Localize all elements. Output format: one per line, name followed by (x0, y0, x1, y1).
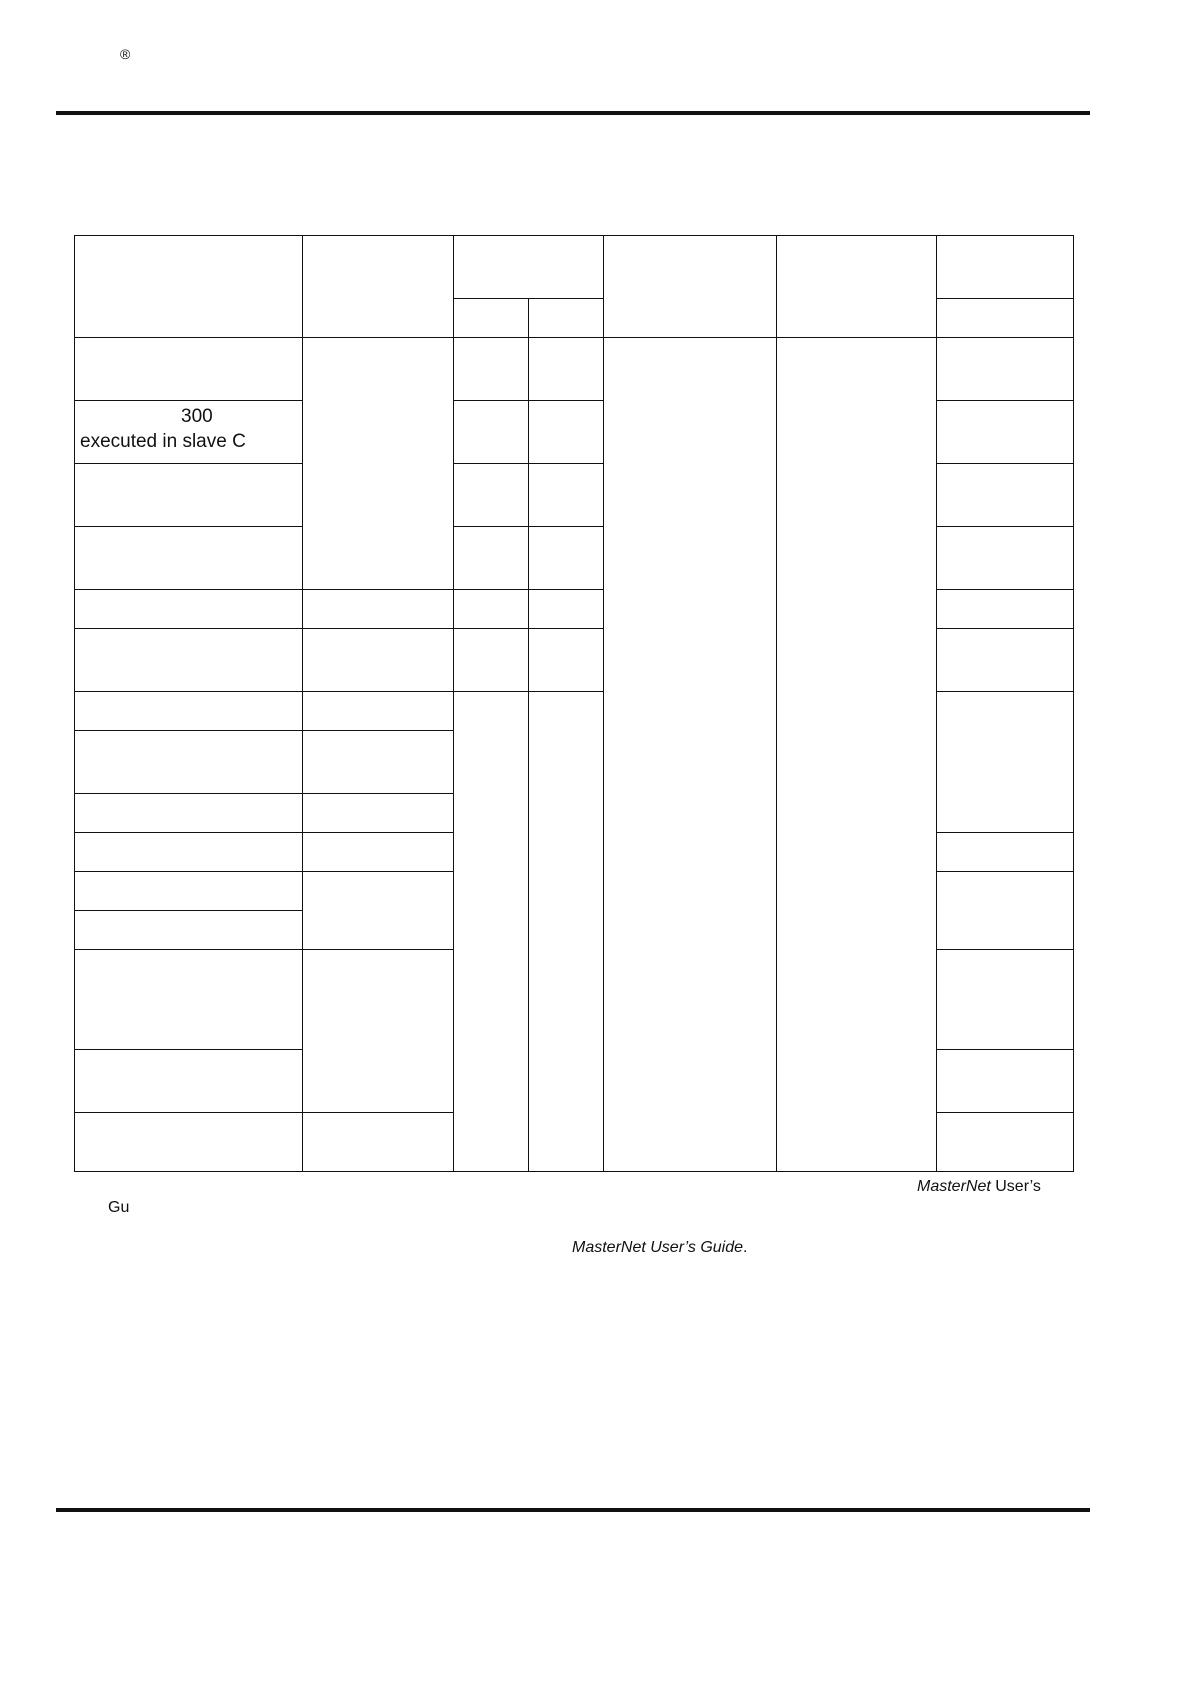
header-cell-col5 (776, 235, 937, 338)
table-cell (74, 832, 303, 872)
footnote-text-1: User’s (990, 1178, 1041, 1195)
table-cell (302, 628, 454, 692)
table-cell (603, 337, 777, 1172)
table-cell (74, 337, 303, 401)
table-cell (74, 1112, 303, 1172)
header-cell-col2 (302, 235, 454, 338)
table-cell (74, 463, 303, 527)
table-cell (936, 526, 1074, 590)
table-cell (453, 463, 529, 527)
table-cell (74, 628, 303, 692)
table-cell (936, 1049, 1074, 1113)
table-cell (302, 730, 454, 794)
footer-rule (56, 1508, 1090, 1512)
table-cell (528, 337, 604, 401)
table-cell (528, 691, 604, 1172)
header-cell-col3b (528, 298, 604, 338)
footnote-line-1 (917, 1178, 1041, 1196)
table-cell (936, 832, 1074, 872)
table-cell (528, 400, 604, 464)
table-cell (302, 793, 454, 833)
table-cell (936, 400, 1074, 464)
table-cell (528, 589, 604, 629)
table-cell (302, 691, 454, 731)
table-cell (453, 526, 529, 590)
table-cell (74, 910, 303, 950)
table-cell (453, 400, 529, 464)
table-cell (453, 589, 529, 629)
footnote-text-2: . (743, 1239, 748, 1256)
table-cell (302, 589, 454, 629)
table-cell (74, 949, 303, 1050)
table-cell (74, 526, 303, 590)
table-cell (453, 691, 529, 1172)
table-cell (74, 793, 303, 833)
header-cell-col3-group (453, 235, 604, 299)
header-rule (56, 111, 1090, 115)
table-cell (74, 589, 303, 629)
table-cell (936, 628, 1074, 692)
table-cell (302, 871, 454, 950)
table-cell (302, 1112, 454, 1172)
table-cell (302, 337, 454, 590)
table-cell (528, 526, 604, 590)
table-cell (74, 691, 303, 731)
table-cell (936, 949, 1074, 1050)
footnote-line-2 (572, 1239, 747, 1257)
table-cell (74, 730, 303, 794)
table-cell (453, 628, 529, 692)
table-cell (302, 832, 454, 872)
header-cell-col1 (74, 235, 303, 338)
table-cell (74, 1049, 303, 1113)
table-cell (453, 337, 529, 401)
footnote-italic-1: MasterNet (917, 1178, 991, 1195)
header-cell-col6-sub (936, 298, 1074, 338)
table-cell (776, 337, 937, 1172)
footnote-italic-2: MasterNet User’s Guide (572, 1239, 744, 1256)
specification-table (74, 235, 1074, 1172)
table-cell (302, 949, 454, 1113)
footnote-continuation: Gu (108, 1199, 130, 1216)
cell-text-slave-c: executed in slave C (80, 431, 246, 452)
table-cell (936, 337, 1074, 401)
table-cell (74, 871, 303, 911)
table-cell (528, 628, 604, 692)
header-cell-col6 (936, 235, 1074, 299)
table-cell (936, 871, 1074, 950)
table-cell (528, 463, 604, 527)
header-cell-col4 (603, 235, 777, 338)
table-cell (936, 691, 1074, 833)
table-cell (936, 1112, 1074, 1172)
registered-trademark-mark: ® (120, 46, 131, 62)
header-cell-col3a (453, 298, 529, 338)
cell-text-300: 300 (181, 406, 213, 427)
table-cell (936, 463, 1074, 527)
table-cell (936, 589, 1074, 629)
